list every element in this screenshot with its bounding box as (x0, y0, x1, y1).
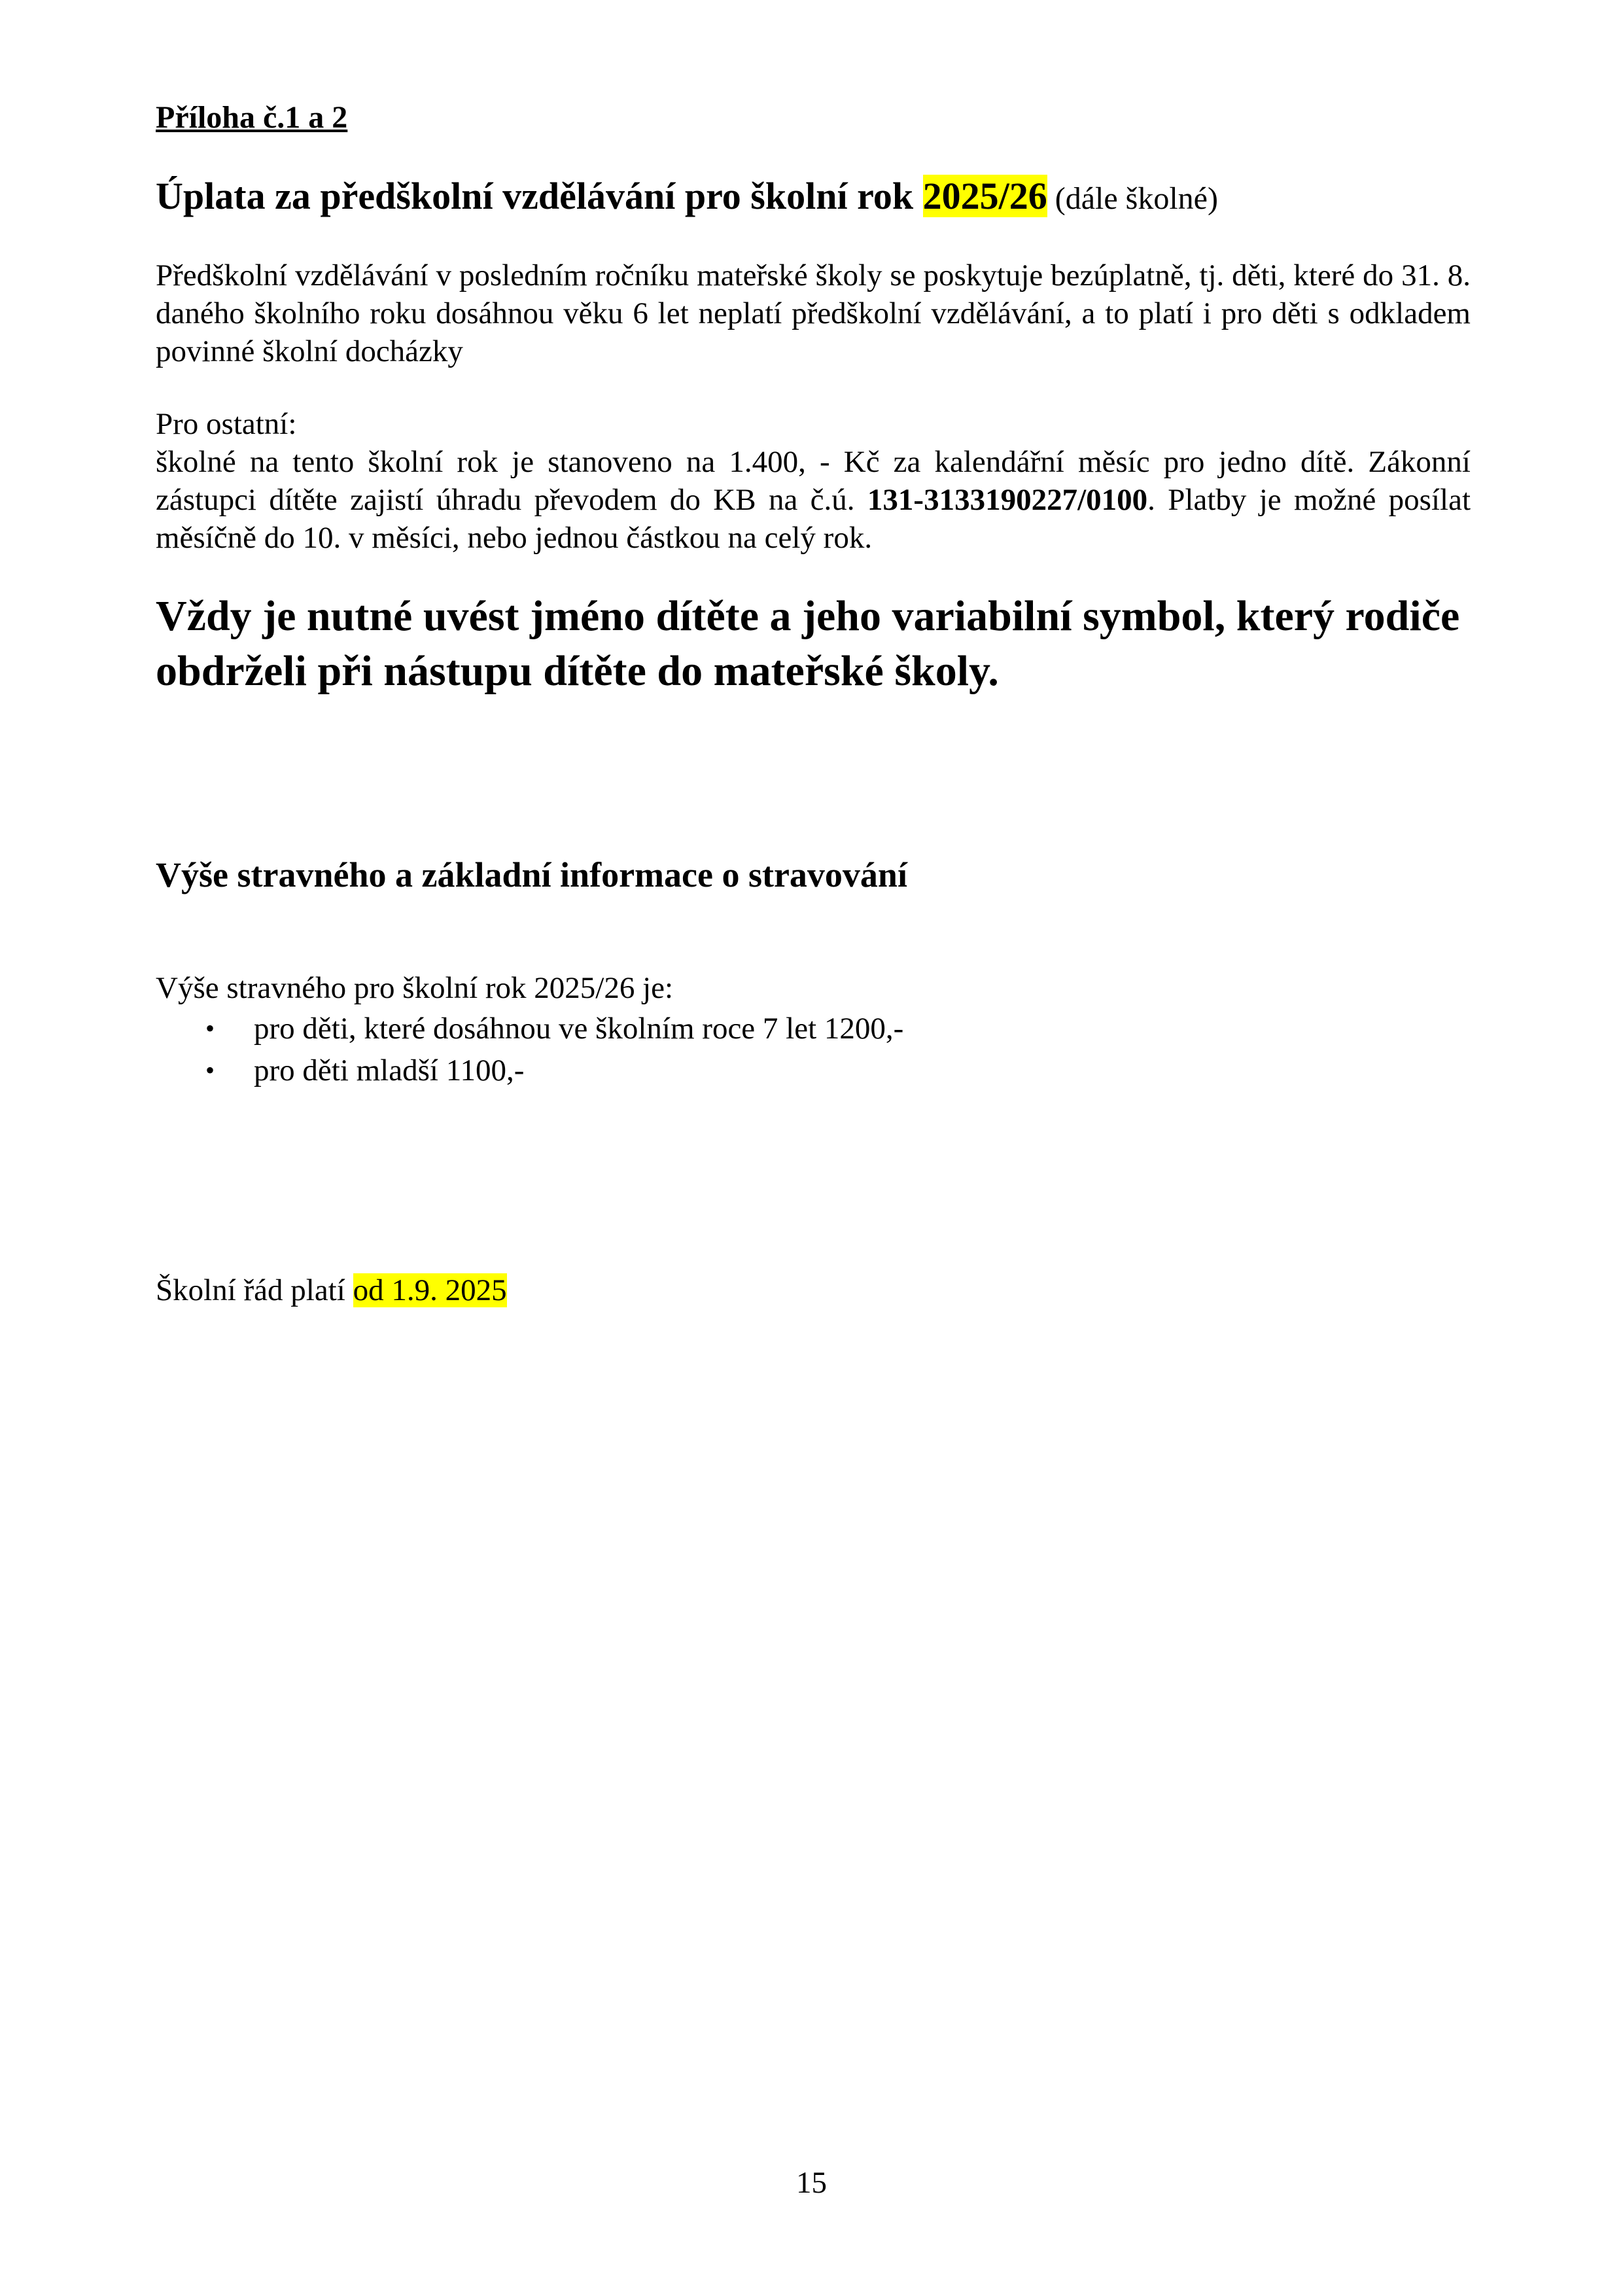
fee-heading (156, 169, 1471, 226)
page-number: 15 (796, 2166, 827, 2200)
rules-validity (156, 1269, 1471, 1311)
list-item (203, 1008, 903, 1050)
variable-symbol-notice: Vždy je nutné uvést jméno dítěte a jeho variabilní symbol, který rodiče obdrželi při nástupu dítěte do mateřské školy. (156, 592, 1460, 695)
others-label: Pro ostatní: (156, 407, 297, 441)
attachment-label: Příloha č.1 a 2 (156, 100, 348, 135)
fee-amount-paragraph (156, 443, 1471, 557)
meal-price-older: pro děti, které dosáhnou ve školním roce 7 let 1200,- (254, 1012, 904, 1046)
meals-heading: Výše stravného a základní informace o stravování (156, 855, 907, 894)
bullet-icon: • (205, 1055, 215, 1085)
meal-price-younger: pro děti mladší 1100,- (254, 1053, 525, 1087)
meal-price-list (203, 1008, 903, 1091)
fee-heading-prefix: Úplata za předškolní vzdělávání pro školní rok (156, 175, 923, 217)
bank-account-number: 131-3133190227/0100 (867, 483, 1148, 517)
free-preschool-paragraph: Předškolní vzdělávání v posledním ročníku mateřské školy se poskytuje bezúplatně, tj. děti, které do 31. 8. daného školního roku dosáhnou věku 6 let neplatí předškolní vzdělávání, a to platí i pro děti s odkladem povinné školní docházky (156, 258, 1471, 368)
fee-heading-year-highlight: 2025/26 (922, 175, 1047, 217)
bullet-icon: • (205, 1014, 215, 1043)
rules-validity-date-highlight: od 1.9. 2025 (353, 1273, 507, 1307)
rules-validity-prefix: Školní řád platí (156, 1273, 353, 1307)
payment-terms-text: . Platby je možné posílat měsíčně do 10. v měsíci, nebo jednou částkou na celý rok. (156, 483, 1471, 555)
fee-heading-suffix: (dále školné) (1047, 181, 1218, 216)
list-item (203, 1050, 903, 1091)
fee-amount-text: školné na tento školní rok je stanoveno na 1.400, - Kč za kalendářní měsíc pro jedno dítě. Zákonní zástupci dítěte zajistí úhradu převodem do KB na č.ú. (156, 445, 1471, 517)
meals-intro: Výše stravného pro školní rok 2025/26 je: (156, 971, 674, 1005)
